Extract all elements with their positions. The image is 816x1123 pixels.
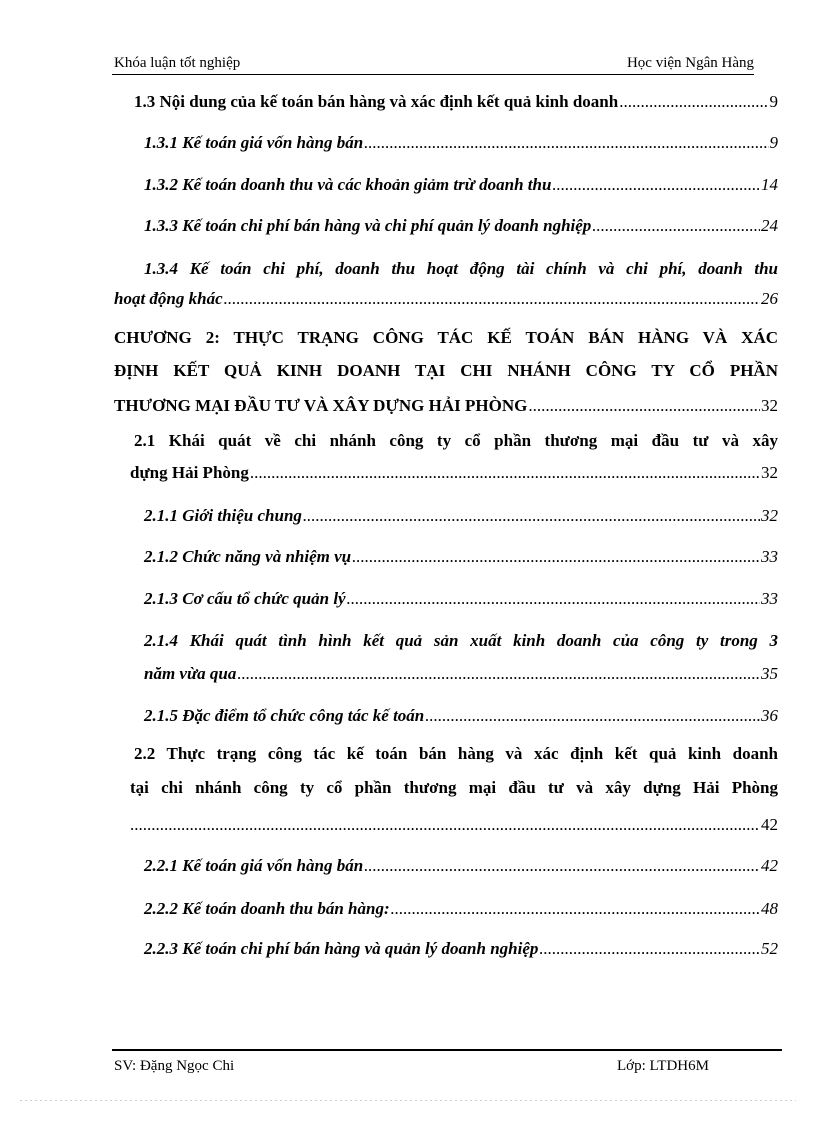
toc-entry-2-1-4-line1[interactable]: 2.1.4 Khái quát tình hình kết quả sản xuất kinh doanh của công ty trong 3 [144, 631, 778, 650]
toc-entry-1-3-2[interactable]: 1.3.2 Kế toán doanh thu và các khoản giảm trừ doanh thu ..... 14 [144, 175, 778, 195]
toc-entry-2-1-line1[interactable]: 2.1 Khái quát về chi nhánh công ty cổ phần thương mại đầu tư và xây [134, 431, 778, 450]
toc-entry-2-2-3[interactable]: 2.2.3 Kế toán chi phí bán hàng và quản lý doanh nghiệp ..... 52 [144, 939, 778, 959]
toc-entry-2-2-line2[interactable]: tại chi nhánh công ty cổ phần thương mại đầu tư và xây dựng Hải Phòng [130, 778, 778, 797]
toc-leader [224, 289, 760, 309]
toc-leader [303, 506, 760, 526]
toc-leader [425, 706, 760, 726]
toc-page: 36 [761, 706, 778, 725]
toc-page: 33 [761, 589, 778, 608]
toc-entry-1-3[interactable]: 1.3 Nội dung của kế toán bán hàng và xác định kết quả kinh doanh ..... 9 [134, 92, 778, 112]
toc-leader [352, 547, 760, 567]
toc-leader [619, 92, 768, 112]
toc-page: 9 [769, 133, 778, 152]
toc-entry-2-1-3[interactable]: 2.1.3 Cơ cấu tổ chức quản lý ..... 33 [144, 589, 778, 609]
toc-entry-2-1[interactable]: dựng Hải Phòng ..... 32 [130, 463, 778, 483]
toc-entry-1-3-4[interactable]: hoạt động khác ..... 26 [114, 289, 778, 309]
toc-leader [250, 463, 760, 483]
toc-leader [539, 939, 760, 959]
footer-right: Lớp: LTDH6M [617, 1058, 709, 1074]
toc-entry-1-3-3[interactable]: 1.3.3 Kế toán chi phí bán hàng và chi phí quản lý doanh nghiệp ..... 24 [144, 216, 778, 236]
toc-leader [130, 815, 760, 835]
toc-page: 32 [761, 463, 778, 482]
toc-entry-2-2-1[interactable]: 2.2.1 Kế toán giá vốn hàng bán ..... 42 [144, 856, 778, 876]
toc-page: 52 [761, 939, 778, 958]
toc-page: 26 [761, 289, 778, 308]
toc-chapter-2[interactable]: THƯƠNG MẠI ĐẦU TƯ VÀ XÂY DỰNG HẢI PHÒNG ..... 32 [114, 396, 778, 416]
page-edge-divider [20, 1100, 796, 1101]
toc-page: 24 [761, 216, 778, 235]
toc-leader [364, 856, 760, 876]
toc-leader [237, 664, 760, 684]
toc-entry-1-3-1[interactable]: 1.3.1 Kế toán giá vốn hàng bán ..... 9 [144, 133, 778, 153]
header-left: Khóa luận tốt nghiệp [114, 55, 241, 71]
toc-chapter-2-line2[interactable]: ĐỊNH KẾT QUẢ KINH DOANH TẠI CHI NHÁNH CÔNG TY CỔ PHẦN [114, 361, 778, 380]
toc-entry-1-3-4-line1[interactable]: 1.3.4 Kế toán chi phí, doanh thu hoạt động tài chính và chi phí, doanh thu [144, 259, 778, 278]
toc-page: 32 [761, 506, 778, 525]
footer-rule [112, 1049, 782, 1051]
toc-page: 32 [761, 396, 778, 415]
toc-entry-2-1-4[interactable]: năm vừa qua ..... 35 [144, 664, 778, 684]
toc-leader [364, 133, 768, 153]
toc-page: 42 [761, 815, 778, 834]
toc-leader [528, 396, 760, 416]
toc-leader [347, 589, 760, 609]
toc-leader [592, 216, 760, 236]
footer-left: SV: Đặng Ngọc Chi [114, 1058, 235, 1074]
toc-entry-2-1-2[interactable]: 2.1.2 Chức năng và nhiệm vụ ..... 33 [144, 547, 778, 567]
toc-entry-2-1-1[interactable]: 2.1.1 Giới thiệu chung ..... 32 [144, 506, 778, 526]
toc-page: 9 [769, 92, 778, 111]
toc-page: 14 [761, 175, 778, 194]
toc-entry-2-2-2[interactable]: 2.2.2 Kế toán doanh thu bán hàng: ..... 48 [144, 899, 778, 919]
header-right: Học viện Ngân Hàng [626, 55, 754, 71]
toc-entry-2-1-5[interactable]: 2.1.5 Đặc điểm tổ chức công tác kế toán ..... 36 [144, 706, 778, 726]
toc-chapter-2-line1[interactable]: CHƯƠNG 2: THỰC TRẠNG CÔNG TÁC KẾ TOÁN BÁN HÀNG VÀ XÁC [114, 328, 778, 347]
toc-page: 35 [761, 664, 778, 683]
toc-page: 42 [761, 856, 778, 875]
toc-page: 48 [761, 899, 778, 918]
toc-entry-2-2-line1[interactable]: 2.2 Thực trạng công tác kế toán bán hàng và xác định kết quả kinh doanh [134, 744, 778, 763]
toc-page: 33 [761, 547, 778, 566]
header-rule [112, 74, 754, 75]
toc-leader [391, 899, 760, 919]
toc-leader [552, 175, 760, 195]
toc-entry-2-2[interactable] [130, 815, 778, 835]
